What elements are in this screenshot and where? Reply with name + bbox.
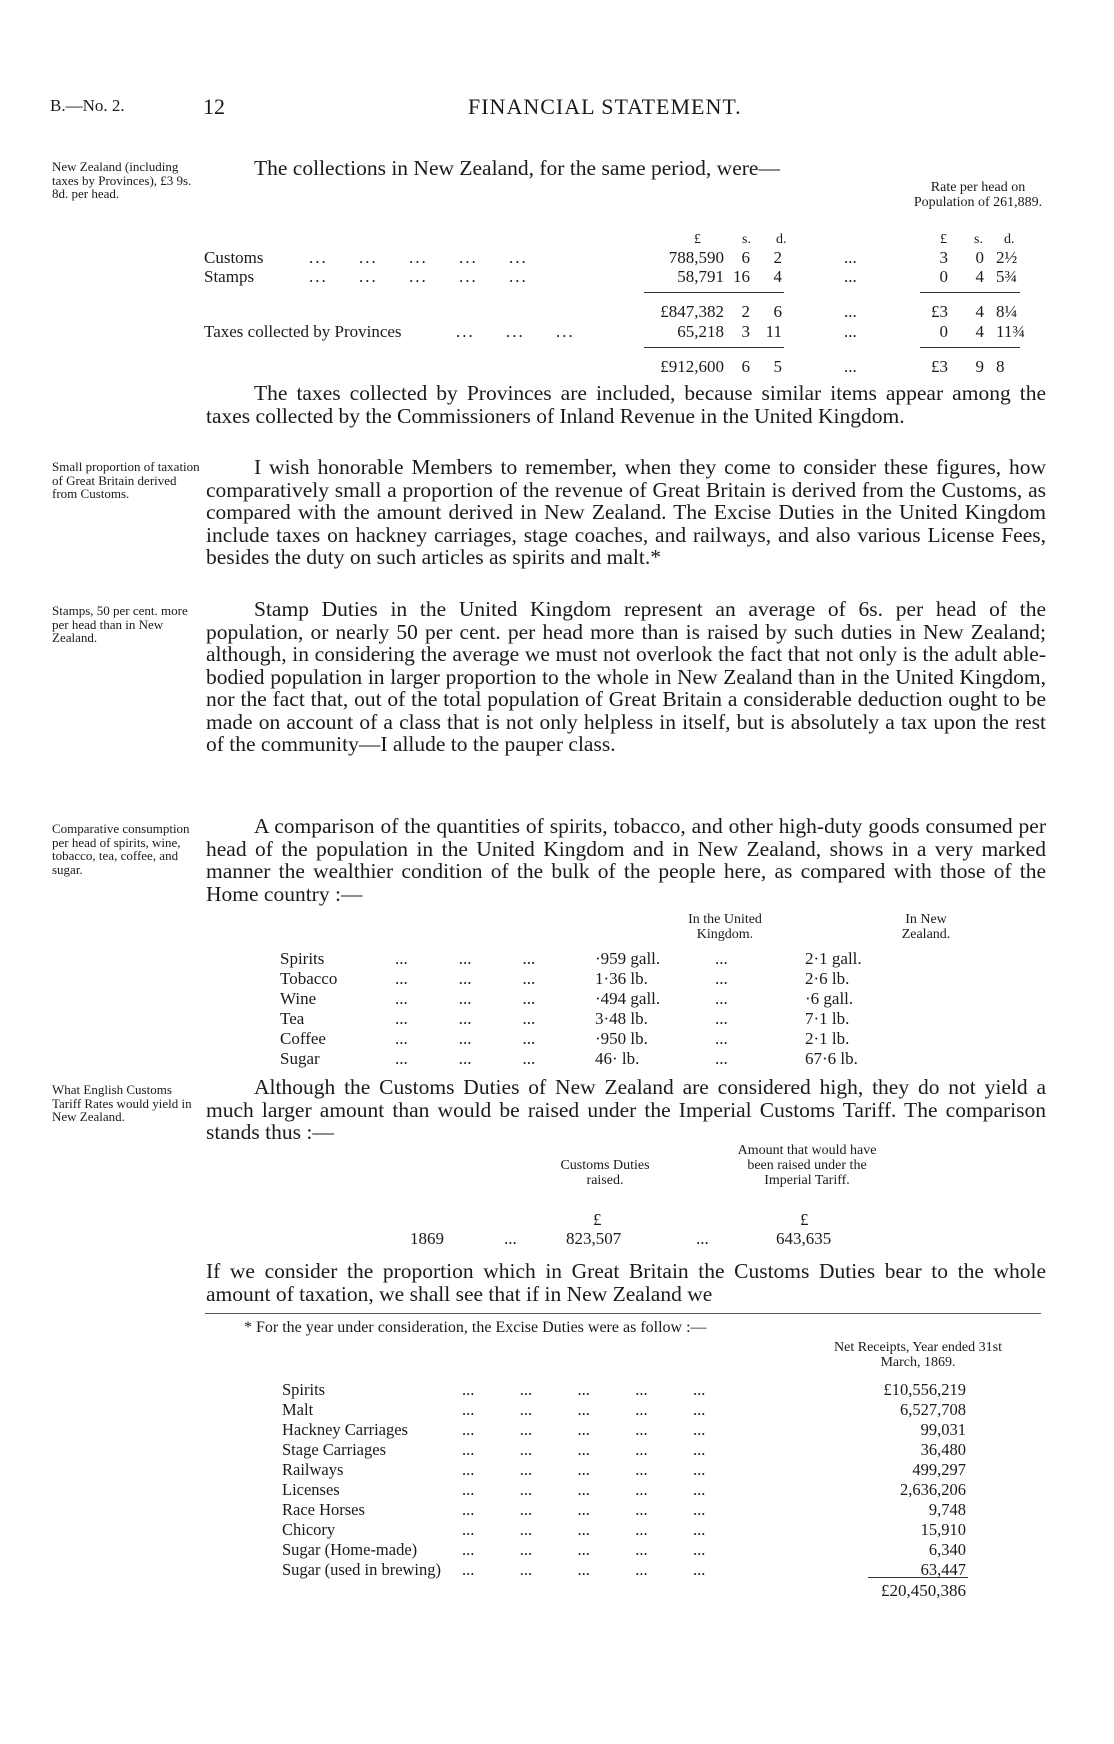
leader: ... ... ... ... ... — [462, 1460, 706, 1479]
provinces-pounds: 65,218 — [677, 322, 724, 341]
row-label: Stamps — [204, 267, 255, 286]
item-cell: Sugar — [280, 1049, 320, 1068]
leader: ... ... ... ... ... — [462, 1420, 706, 1439]
leader: ... ... ... — [395, 1029, 536, 1048]
uk-cell: 46· lb. — [595, 1049, 640, 1068]
unit-pounds: £ — [694, 232, 701, 247]
total-pounds: £912,600 — [660, 357, 724, 376]
excise-item: Sugar (Home-made) — [282, 1540, 418, 1559]
unit-rate-pence: d. — [1004, 232, 1015, 247]
uk-cell: ·494 gall. — [595, 989, 661, 1008]
table-row — [282, 1540, 966, 1560]
table-row — [282, 1480, 966, 1500]
item-cell: Wine — [280, 989, 317, 1008]
item-cell: Tobacco — [280, 969, 338, 988]
excise-table — [282, 1380, 966, 1580]
table-row — [280, 969, 895, 989]
uk-cell: ·959 gall. — [595, 949, 661, 968]
tariff-col1: Customs Duties raised. — [560, 1158, 650, 1188]
leader: ... ... ... ... ... — [462, 1500, 706, 1519]
provinces-d: 11 — [765, 322, 782, 341]
excise-amount: 9,748 — [928, 1500, 966, 1519]
excise-amount: 2,636,206 — [900, 1480, 966, 1499]
unit-rate-pounds: £ — [940, 232, 947, 247]
leader: ... ... ... ... ... — [462, 1380, 706, 1399]
total-d: 5 — [773, 357, 782, 376]
excise-amount: 99,031 — [920, 1420, 966, 1439]
leader: ... ... ... ... ... — [462, 1440, 706, 1459]
excise-amount: 63,447 — [920, 1560, 966, 1579]
leader: ... — [715, 989, 728, 1008]
rule — [644, 292, 784, 293]
excise-item: Malt — [282, 1400, 314, 1419]
row-label: Customs — [204, 248, 264, 267]
item-cell: Spirits — [280, 949, 325, 968]
provinces-label: Taxes collected by Provinces — [204, 322, 402, 341]
excise-amount: 36,480 — [920, 1440, 966, 1459]
uk-cell: 1·36 lb. — [595, 969, 648, 988]
excise-item: Hackney Carriages — [282, 1420, 408, 1439]
nz-cell: 67·6 lb. — [805, 1049, 858, 1068]
item-cell: Coffee — [280, 1029, 326, 1048]
leader: ... ... ... — [395, 1049, 536, 1068]
subtotal-pounds: £847,382 — [660, 302, 724, 321]
col-uk-head: In the United Kingdom. — [688, 912, 762, 942]
leader: ... — [715, 1049, 728, 1068]
total-rate-d: 8 — [996, 357, 1005, 376]
leader: ... ... ... ... ... — [462, 1480, 706, 1499]
collections-table: £ s. d. £ s. d. Customs ... ... ... ... ... 788,590 6 2 ... 3 0 2½ Stamps ... ... ... ... ... 58,791 16 4 ... 0 4 5¾ £847,382 2 6 ... £3 4 8¼ Taxes collected by Provinces ... ... ... 65,218 3 11 ... 0 4 11¾ £912,600 6 5 ... £3 9 8 — [204, 232, 1026, 376]
leader: ... — [715, 1029, 728, 1048]
leader: ... ... ... — [395, 989, 536, 1008]
nz-cell: 7·1 lb. — [805, 1009, 850, 1028]
provinces-rate-d: 11¾ — [996, 322, 1026, 341]
total-rate-p: £3 — [931, 357, 948, 376]
table-row — [282, 1520, 966, 1540]
footnote-rule — [205, 1313, 1041, 1314]
paragraph: I wish honorable Members to remember, when they come to consider these figures, how comparatively small a proportion of the revenue of Great Britain is derived from the Customs, as compared with the amount derived in New Zealand. The Excise Duties in the United Kingdom include taxes on hackney carriages, stage coaches, and railways, and also various License Fees, besides the duty on such articles as spirits and malt.* — [206, 455, 1046, 569]
excise-amount: 499,297 — [912, 1460, 966, 1479]
excise-item: Race Horses — [282, 1500, 365, 1519]
subtotal-rate-s: 4 — [975, 302, 984, 321]
consumption-table — [280, 949, 895, 1069]
unit-shillings: s. — [742, 232, 751, 247]
table-row — [280, 1049, 895, 1069]
tariff-raised: 823,507 — [566, 1229, 622, 1248]
unit-rate-shillings: s. — [974, 232, 983, 247]
table-row — [282, 1560, 966, 1580]
rule — [920, 292, 1020, 293]
stamps-s: 16 — [733, 267, 750, 286]
customs-rate-s: 0 — [975, 248, 984, 267]
stamps-d: 4 — [773, 267, 782, 286]
leader: ... ... ... — [395, 1009, 536, 1028]
sidenote-tariff: What English Customs Tariff Rates would yield in New Zealand. — [52, 1082, 192, 1124]
excise-amount: 6,340 — [928, 1540, 966, 1559]
leader: ... ... ... ... ... — [462, 1400, 706, 1419]
paragraph: The taxes collected by Provinces are included, because similar items appear among the taxes collected by the Commissioners of Inland Revenue in the United Kingdom. — [206, 381, 1046, 428]
leader: ... — [715, 949, 728, 968]
leader: ... ... ... — [395, 949, 536, 968]
table-row — [282, 1380, 966, 1400]
stamps-rate-s: 4 — [975, 267, 984, 286]
item-cell: Tea — [280, 1009, 305, 1028]
excise-item: Stage Carriages — [282, 1440, 387, 1459]
stamps-rate-d: 5¾ — [996, 267, 1018, 286]
footnote-intro: * For the year under consideration, the Excise Duties were as follow :— — [244, 1319, 707, 1336]
rule — [644, 347, 784, 348]
provinces-s: 3 — [741, 322, 750, 341]
excise-item: Spirits — [282, 1380, 326, 1399]
table-row — [282, 1500, 966, 1520]
subtotal-rate-p: £3 — [931, 302, 948, 321]
nz-cell: 2·1 gall. — [805, 949, 862, 968]
table-row — [282, 1400, 966, 1420]
leader: ... ... ... — [395, 969, 536, 988]
table-row — [280, 989, 895, 1009]
paragraph: If we consider the proportion which in Great Britain the Customs Duties bear to the whole amount of taxation, we shall see that if in New Zealand we — [206, 1259, 1046, 1306]
excise-item: Railways — [282, 1460, 344, 1479]
excise-amount: 6,527,708 — [900, 1400, 966, 1419]
customs-rate-d: 2½ — [996, 248, 1018, 267]
uk-cell: ·950 lb. — [595, 1029, 648, 1048]
subtotal-d: 6 — [773, 302, 782, 321]
subtotal-s: 2 — [741, 302, 750, 321]
tariff-col2: Amount that would have been raised under the Imperial Tariff. — [737, 1143, 877, 1188]
paragraph: A comparison of the quantities of spirits, tobacco, and other high-duty goods consumed per head of the population in the United Kingdom and in New Zealand, shows in a very marked manner the wealthier condition of the bulk of the people here, as compared with those of the Home country :— — [206, 814, 1046, 906]
stamps-pounds: 58,791 — [677, 267, 724, 286]
table-row — [280, 1009, 895, 1029]
excise-total: £20,450,386 — [881, 1581, 966, 1600]
tariff-unit: £ — [800, 1210, 809, 1229]
tariff-imperial: 643,635 — [776, 1229, 832, 1248]
rate-head: Rate per head on Population of 261,889. — [913, 180, 1043, 210]
page-number: 12 — [203, 94, 225, 119]
sidenote-small-proportion: Small proportion of taxation of Great Britain derived from Customs. — [52, 459, 200, 501]
customs-pounds: 788,590 — [668, 248, 724, 267]
uk-cell: 3·48 lb. — [595, 1009, 648, 1028]
stamps-rate-p: 0 — [939, 267, 948, 286]
provinces-rate-s: 4 — [975, 322, 984, 341]
doc-code: B.—No. 2. — [50, 96, 125, 115]
leader: ... ... ... ... ... — [462, 1540, 706, 1559]
col-nz-head: In New Zealand. — [901, 912, 951, 942]
sidenote-comparative: Comparative consumption per head of spirits, wine, tobacco, tea, coffee, and sugar. — [52, 821, 190, 877]
subtotal-rate-d: 8¼ — [996, 302, 1018, 321]
leader: ... — [715, 969, 728, 988]
excise-amount: 15,910 — [920, 1520, 966, 1539]
excise-item: Licenses — [282, 1480, 340, 1499]
total-rate-s: 9 — [975, 357, 984, 376]
sidenote-stamps: Stamps, 50 per cent. more per head than in New Zealand. — [52, 603, 188, 645]
leader: ... ... ... ... ... — [462, 1560, 706, 1579]
paragraph: Although the Customs Duties of New Zealand are considered high, they do not yield a much larger amount than would be raised under the Imperial Customs Tariff. The comparison stands thus :— — [206, 1075, 1046, 1144]
tariff-unit: £ — [593, 1210, 602, 1229]
nz-cell: 2·6 lb. — [805, 969, 850, 988]
table-row — [282, 1420, 966, 1440]
tariff-year: 1869 — [410, 1229, 444, 1248]
sidenote-nz: New Zealand (including taxes by Provinces), £3 9s. 8d. per head. — [52, 159, 192, 201]
customs-rate-p: 3 — [939, 248, 948, 267]
table-row — [280, 949, 895, 969]
rule — [920, 347, 1020, 348]
table-row — [282, 1460, 966, 1480]
intro-text: The collections in New Zealand, for the same period, were— — [254, 156, 780, 180]
paragraph: Stamp Duties in the United Kingdom represent an average of 6s. per head of the population, or nearly 50 per cent. per head more than is raised by such duties in New Zealand; although, in considering the average we must not overlook the fact that not only is the adult able-bodied population in larger proportion to the whole in New Zealand than in the United Kingdom, nor the fact that, out of the total population of Great Britain a considerable deduction ought to be made on account of a class that is not only helpless in itself, but is absolutely a tax upon the rest of the community—I allude to the pauper class. — [206, 597, 1046, 756]
table-row — [280, 1029, 895, 1049]
unit-pence: d. — [776, 232, 787, 247]
nz-cell: 2·1 lb. — [805, 1029, 850, 1048]
customs-s: 6 — [741, 248, 750, 267]
table-row — [282, 1440, 966, 1460]
provinces-rate-p: 0 — [939, 322, 948, 341]
footnote-col-head: Net Receipts, Year ended 31st March, 1869. — [834, 1340, 1002, 1370]
leader: ... — [715, 1009, 728, 1028]
total-s: 6 — [741, 357, 750, 376]
rule — [868, 1577, 968, 1578]
excise-item: Sugar (used in brewing) — [282, 1560, 442, 1579]
leader: ... ... ... ... ... — [462, 1520, 706, 1539]
nz-cell: ·6 gall. — [805, 989, 854, 1008]
page-title: FINANCIAL STATEMENT. — [468, 94, 742, 119]
customs-d: 2 — [773, 248, 782, 267]
excise-item: Chicory — [282, 1520, 336, 1539]
excise-amount: £10,556,219 — [883, 1380, 966, 1399]
